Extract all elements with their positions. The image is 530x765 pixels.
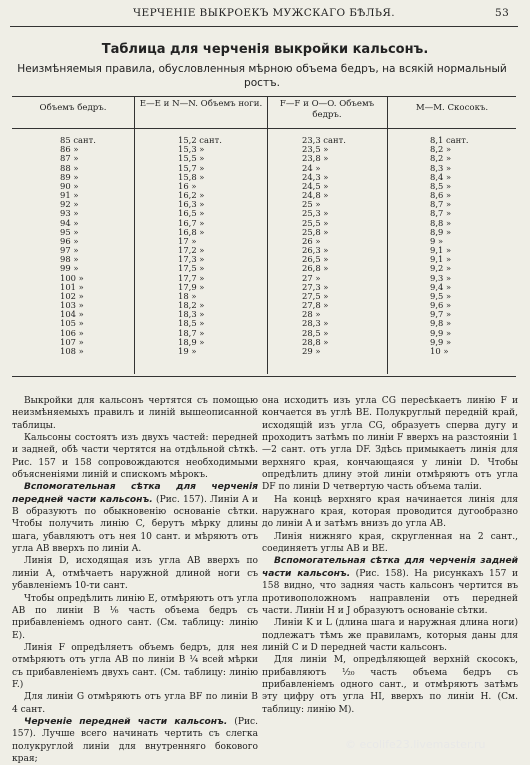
section-heading: Вспомогательная сѣтка для черченія передней части кальсонъ. [12, 482, 258, 505]
table-cell: 26,5 » [302, 254, 329, 265]
table-cell: 16,8 » [178, 226, 205, 237]
table-cell: 86 » [60, 144, 79, 155]
table-cell: 25,8 » [302, 226, 329, 237]
table-cell: 27,3 » [302, 281, 329, 292]
table-cell: 9,6 » [430, 300, 452, 311]
table-cell: 15,2 сант. [178, 135, 222, 145]
table-cell: 17,3 » [178, 254, 205, 265]
paragraph: Линія D, исходящая изъ угла AB вверхъ по линіи A, отмѣчаетъ наружной длиной ноги съ убавленіемъ 10-ти сант. [12, 556, 258, 592]
table-cell: 23,5 » [302, 144, 329, 155]
table-cell: 9,9 » [430, 336, 452, 347]
table-cell: 18,7 » [178, 327, 205, 338]
table-cell: 9,4 » [430, 281, 452, 292]
table-cell: 8,2 » [430, 144, 452, 155]
paragraph: Кальсоны состоятъ изъ двухъ частей: передней и задней, обѣ части чертятся на отдѣльной сѣткѣ. Рис. 157 и 158 сопровождаются необходимыми объясненіями линій и спискомъ мѣрокъ. [12, 433, 258, 481]
table-cell: 28,5 » [302, 327, 329, 338]
table-cell: 29 » [302, 345, 321, 356]
table-cell: 95 » [60, 226, 79, 237]
table-cell: 8,7 » [430, 199, 452, 210]
col-hip-ff-values [302, 136, 346, 356]
table-header-rule [12, 128, 516, 129]
table-cell: 23,8 » [302, 153, 329, 164]
paragraph: Черченіе передней части кальсонъ. (Рис. 157). Лучше всего начинать чертить съ слегка полукруглой линіи для внутренняго бокового края; [12, 716, 258, 764]
paragraph: Для линіи M, опредѣляющей верхній скосокъ, прибавляютъ ¹⁄₂₀ часть объема бедръ съ прибавленіемъ одного сант., и отмѣряютъ затѣмъ эту цифру отъ угла HI, вверхъ по линіи H. (См. таблицу: линію M). [262, 655, 518, 715]
table-cell: 9,2 » [430, 263, 452, 274]
table-cell: 26,3 » [302, 245, 329, 256]
table-cell: 90 » [60, 180, 79, 191]
table-cell: 16,2 » [178, 190, 205, 201]
table-cell: 16,3 » [178, 199, 205, 210]
paragraph: Линія нижняго края, скругленная на 2 сант., соединяетъ углы AB и BE. [262, 531, 518, 555]
table-cell: 18,2 » [178, 300, 205, 311]
table-cell: 17,2 » [178, 245, 205, 256]
table-cell: 91 » [60, 190, 79, 201]
section-heading: Черченіе передней части кальсонъ. [24, 716, 228, 727]
table-cell: 99 » [60, 263, 79, 274]
table-cell: 9,1 » [430, 245, 452, 256]
table-cell: 16,7 » [178, 217, 205, 228]
table-cell: 18 » [178, 290, 197, 301]
col-hip-values [60, 136, 96, 356]
table-cell: 24 » [302, 162, 321, 173]
table-cell: 15,3 » [178, 144, 205, 155]
table-cell: 93 » [60, 208, 79, 219]
table-cell: 28 » [302, 309, 321, 320]
table-cell: 26 » [302, 235, 321, 246]
paragraph: Вспомогательная сѣтка для черченія задней части кальсонъ. (Рис. 158). На рисункахъ 157 и 158 видно, что задняя часть кальсонъ чертится въ противоположномъ направленіи отъ передней части. Линіи H и J образуютъ основаніе сѣтки. [262, 556, 519, 616]
paragraph: она исходитъ изъ угла CG пересѣкаетъ линію F и кончается въ углѣ BE. Полукруглый передній край, исходящій изъ угла CG, образуетъ сперва дугу и проходитъ затѣмъ по линіи F вверхъ на разстояніи 1—2 сант. отъ угла DF. Здѣсь примыкаетъ линія для верхняго края, кончающаяся у линіи D. Чтобы опредѣлить длину этой линіи отмѣряютъ отъ угла DF по линіи D четвертую часть объема таліи. [262, 396, 518, 493]
table-cell: 106 » [60, 327, 84, 338]
table-cell: 100 » [60, 272, 84, 283]
table-cell: 8,3 » [430, 162, 452, 173]
left-text-column [12, 395, 258, 765]
table-divider-2 [267, 96, 268, 374]
table-cell: 9,7 » [430, 309, 452, 320]
table-cell: 18,9 » [178, 336, 205, 347]
table-cell: 8,9 » [430, 226, 452, 237]
table-cell: 24,5 » [302, 180, 329, 191]
table-cell: 101 » [60, 281, 84, 292]
table-cell: 15,7 » [178, 162, 205, 173]
table-cell: 8,4 » [430, 171, 452, 182]
table-cell: 17 » [178, 235, 197, 246]
table-divider-1 [134, 96, 135, 374]
paragraph: Линія F опредѣляетъ объемъ бедръ, для нея отмѣряютъ отъ угла AB по линіи B ¹⁄₄ всей мѣрки съ прибавленіемъ двухъ сант. (См. таблицу: линію F.) [12, 642, 258, 690]
right-text-column [262, 395, 518, 716]
col-header-hip: Объемъ бедръ. [39, 103, 107, 113]
table-cell: 15,8 » [178, 171, 205, 182]
table-cell: 88 » [60, 162, 79, 173]
paragraph: Линіи K и L (длина шага и наружная длина ноги) подлежатъ тѣмъ же правиламъ, которыя даны для линій C и D передней части кальсонъ. [262, 618, 518, 653]
paragraph: Выкройки для кальсонъ чертятся съ помощью неизмѣняемыхъ правилъ и линій вышеописанной таблицы. [12, 396, 258, 431]
paragraph: Вспомогательная сѣтка для черченія передней части кальсонъ. (Рис. 157). Линіи A и B образуютъ по обыкновенію основаніе сѣтки. Чтобы получить линію C, берутъ мѣрку длины шага, убавляютъ отъ нея 10 сант. и мѣряютъ отъ угла AB вверхъ по линіи A. [12, 482, 258, 555]
table-bottom-rule [12, 376, 516, 377]
table-cell: 92 » [60, 199, 79, 210]
col-header-bevel: M—M. Скосокъ. [415, 103, 489, 113]
table-cell: 9,1 » [430, 254, 452, 265]
header-rule [10, 26, 518, 27]
table-cell: 25,5 » [302, 217, 329, 228]
table-cell: 24,8 » [302, 190, 329, 201]
table-cell: 17,9 » [178, 281, 205, 292]
table-cell: 103 » [60, 300, 84, 311]
table-cell: 28,3 » [302, 318, 329, 329]
table-cell: 9 » [430, 235, 444, 246]
table-cell: 18,3 » [178, 309, 205, 320]
table-cell: 25,3 » [302, 208, 329, 219]
paragraph: Для линіи G отмѣряютъ отъ угла BF по линіи B 4 сант. [12, 692, 258, 715]
table-cell: 8,8 » [430, 217, 452, 228]
table-cell: 24,3 » [302, 171, 329, 182]
table-cell: 8,1 сант. [430, 135, 469, 145]
running-title: ЧЕРЧЕНІЕ ВЫКРОЕКЪ МУЖСКАГО БѢЛЬЯ. [133, 7, 395, 19]
table-cell: 98 » [60, 254, 79, 265]
table-cell: 8,6 » [430, 190, 452, 201]
table-cell: 27 » [302, 272, 321, 283]
table-divider-3 [387, 96, 388, 374]
table-cell: 16 » [178, 180, 197, 191]
table-cell: 25 » [302, 199, 321, 210]
table-cell: 18,5 » [178, 318, 205, 329]
table-cell: 108 » [60, 345, 84, 356]
table-cell: 8,5 » [430, 180, 452, 191]
table-cell: 102 » [60, 290, 84, 301]
table-cell: 26,8 » [302, 263, 329, 274]
watermark-text: © ecolife23.livemaster.ru [345, 738, 486, 751]
table-cell: 17,7 » [178, 272, 205, 283]
table-cell: 9,3 » [430, 272, 452, 283]
col-header-hip-ff: F—F и O—O. Объемъ бедръ. [279, 99, 375, 120]
col-header-leg: E—E и N—N. Объемъ ноги. [139, 99, 263, 109]
table-cell: 9,9 » [430, 327, 452, 338]
table-cell: 107 » [60, 336, 84, 347]
table-cell: 9,8 » [430, 318, 452, 329]
page-number: 53 [495, 7, 510, 19]
table-cell: 10 » [430, 345, 449, 356]
table-cell: 8,7 » [430, 208, 452, 219]
col-bevel-values [430, 136, 469, 356]
table-cell: 85 сант. [60, 135, 96, 145]
paragraph: Чтобы опредѣлить линію E, отмѣряютъ отъ угла AB по линіи B ¹⁄₆ часть объема бедръ съ прибавленіемъ одного сант. (См. таблицу: линію E). [12, 593, 258, 641]
col-leg-values [178, 136, 222, 356]
table-title: Таблица для черченія выкройки кальсонъ. [101, 42, 429, 57]
table-cell: 15,5 » [178, 153, 205, 164]
table-cell: 19 » [178, 345, 197, 356]
table-cell: 27,5 » [302, 290, 329, 301]
table-top-rule [12, 96, 516, 97]
table-cell: 23,3 сант. [302, 135, 346, 145]
table-cell: 16,5 » [178, 208, 205, 219]
table-cell: 8,2 » [430, 153, 452, 164]
table-cell: 105 » [60, 318, 84, 329]
paragraph: На концѣ верхняго края начинается линія для наружнаго края, которая проводится дугообразно до линіи A и затѣмъ внизъ до угла AB. [262, 494, 518, 530]
table-cell: 17,5 » [178, 263, 205, 274]
table-cell: 27,8 » [302, 300, 329, 311]
table-cell: 89 » [60, 171, 79, 182]
table-cell: 87 » [60, 153, 79, 164]
table-subtitle: Неизмѣняемыя правила, обусловленныя мѣрною объема бедръ, на всякій нормальный ростъ. [17, 63, 507, 89]
table-cell: 28,8 » [302, 336, 329, 347]
section-heading: Вспомогательная сѣтка для черченія задней части кальсонъ. [262, 556, 518, 579]
table-cell: 9,5 » [430, 290, 452, 301]
table-cell: 97 » [60, 245, 79, 256]
table-cell: 104 » [60, 309, 84, 320]
table-cell: 96 » [60, 235, 79, 246]
table-cell: 94 » [60, 217, 79, 228]
